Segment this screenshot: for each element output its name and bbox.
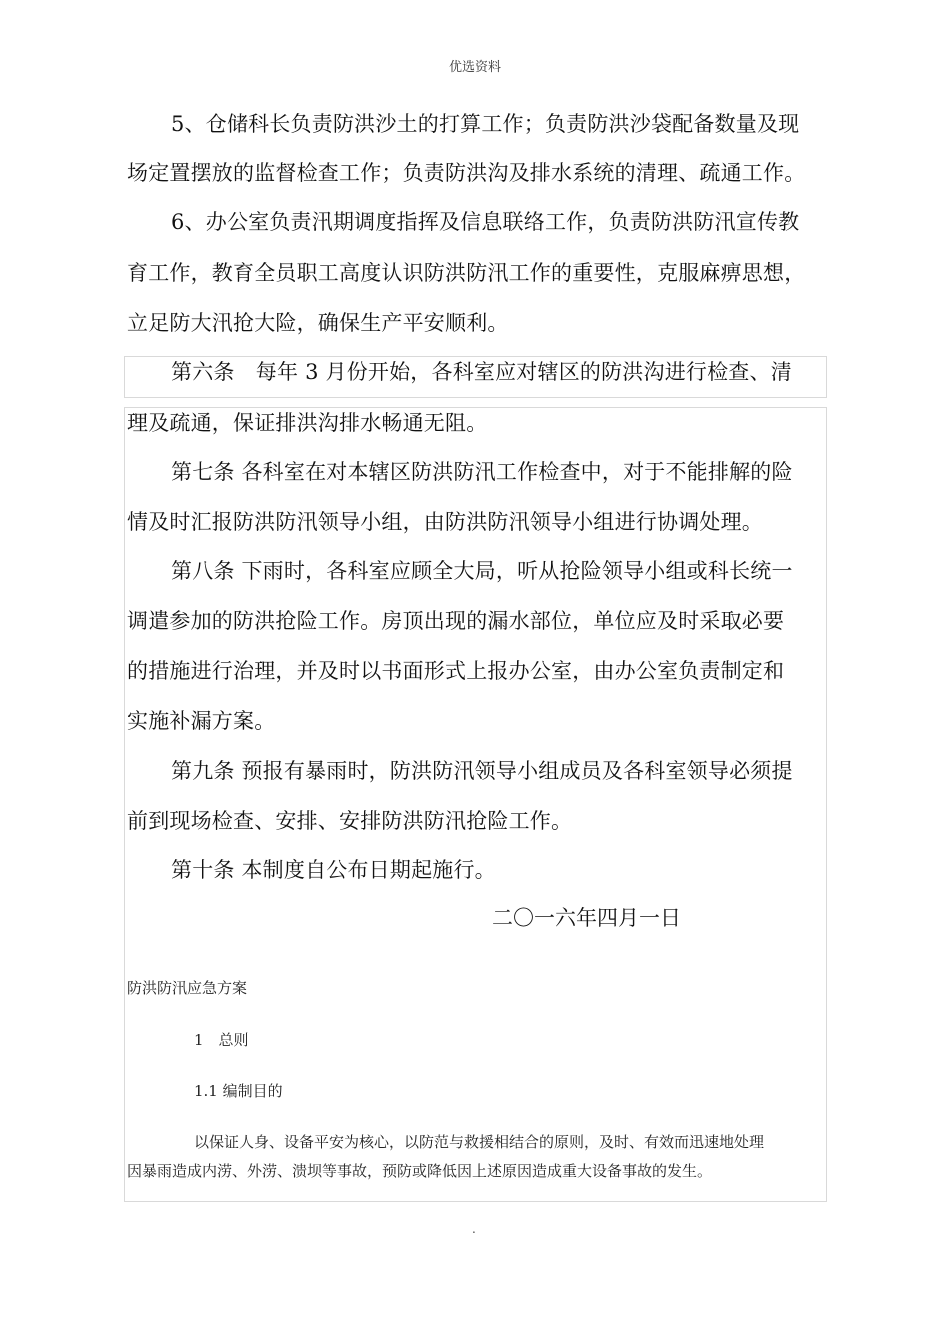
section-heading-general: 1 总则 [194,1031,249,1049]
article-8-line: 第八条 下雨时，各科室应顾全大局，听从抢险领导小组或科长统一 [171,559,793,583]
document-date: 二〇一六年四月一日 [492,906,681,930]
paragraph-line: 情及时汇报防洪防汛领导小组，由防洪防汛领导小组进行协调处理。 [127,510,763,534]
paragraph-line: 育工作，教育全员职工高度认识防洪防汛工作的重要性，克服麻痹思想， [127,261,806,285]
plan-title: 防洪防汛应急方案 [127,979,248,997]
paragraph-line: 调遣参加的防洪抢险工作。房顶出现的漏水部位，单位应及时采取必要 [127,609,785,633]
paragraph-line: 6、办公室负责汛期调度指挥及信息联络工作，负责防洪防汛宣传教 [171,210,800,234]
paragraph-line: 理及疏通，保证排洪沟排水畅通无阻。 [127,411,488,435]
paragraph-line: 5、仓储科长负责防洪沙土的打算工作；负责防洪沙袋配备数量及现 [171,112,800,136]
paragraph-line: 立足防大汛抢大险，确保生产平安顺利。 [127,311,509,335]
paragraph-line: 场定置摆放的监督检查工作；负责防洪沟及排水系统的清理、疏通工作。 [127,161,806,185]
purpose-text-line: 因暴雨造成内涝、外涝、溃坝等事故，预防或降低因上述原因造成重大设备事故的发生。 [127,1162,713,1180]
page-footer: . [472,1222,476,1236]
purpose-text-line: 以保证人身、设备平安为核心，以防范与救援相结合的原则，及时、有效而迅速地处理 [194,1133,765,1151]
section-heading-purpose: 1.1 编制目的 [194,1082,283,1100]
paragraph-line: 的措施进行治理，并及时以书面形式上报办公室，由办公室负责制定和 [127,659,785,683]
article-9-line: 第九条 预报有暴雨时，防洪防汛领导小组成员及各科室领导必须提 [171,759,793,783]
page-header: 优选资料 [448,60,501,75]
paragraph-line: 前到现场检查、安排、安排防洪防汛抢险工作。 [127,809,573,833]
article-10-line: 第十条 本制度自公布日期起施行。 [171,858,496,882]
article-7-line: 第七条 各科室在对本辖区防洪防汛工作检查中，对于不能排解的险 [171,460,793,484]
article-6-line: 第六条 每年 3 月份开始，各科室应对辖区的防洪沟进行检查、清 [171,360,792,384]
paragraph-line: 实施补漏方案。 [127,709,276,733]
